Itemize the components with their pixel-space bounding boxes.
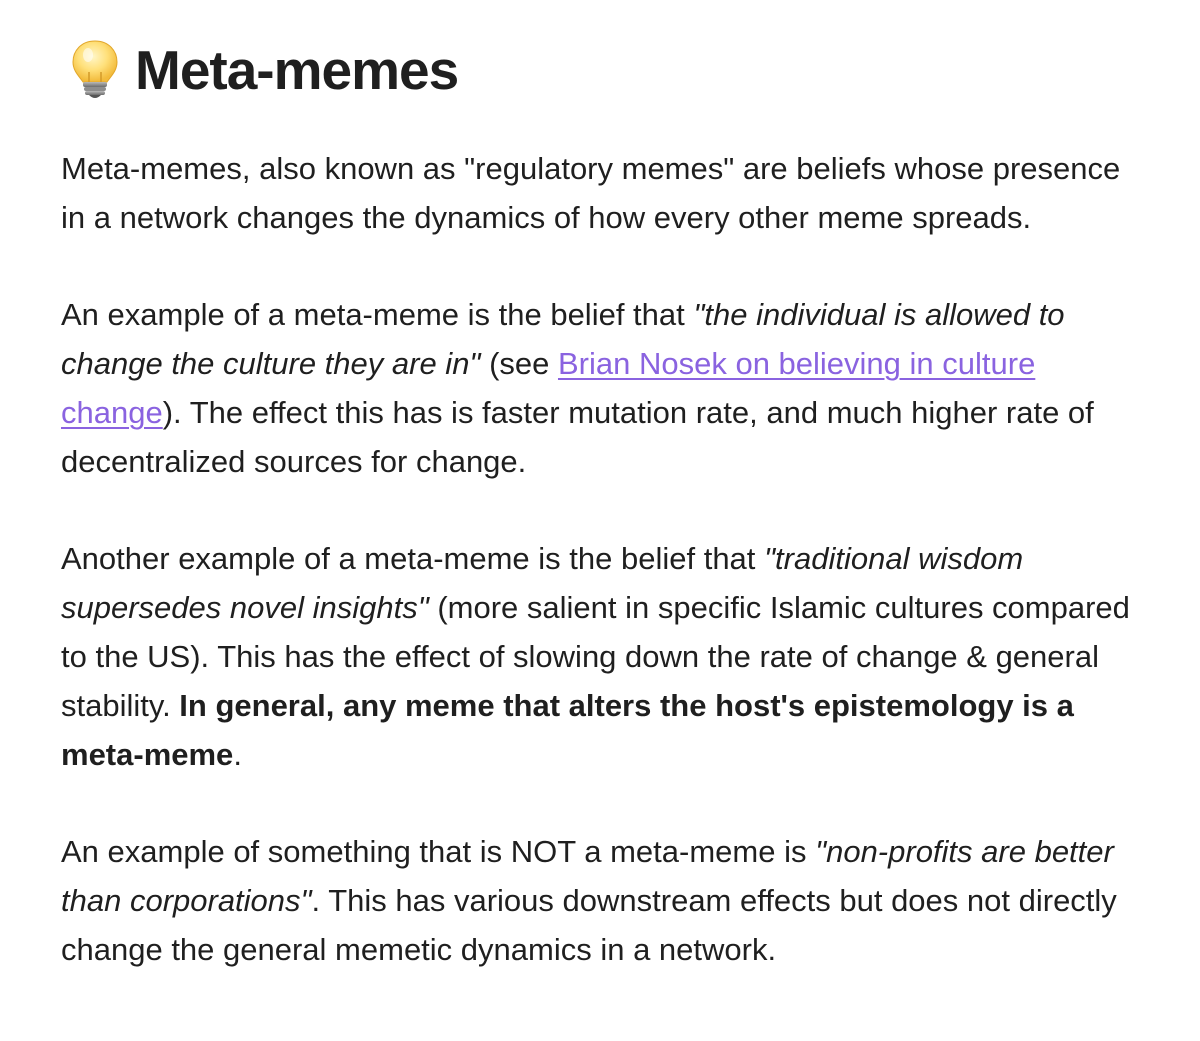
text-segment: . [233, 737, 242, 772]
text-segment: ). The effect this has is faster mutation rate, and much higher rate of decentralized sources for change. [61, 395, 1094, 479]
spacer [61, 486, 1148, 534]
paragraph-counterexample [61, 827, 1148, 974]
paragraph-definition: Meta-memes, also known as "regulatory memes" are beliefs whose presence in a network changes the dynamics of how every other meme spreads. [61, 151, 1121, 235]
text-segment: An example of a meta-meme is the belief that [61, 297, 694, 332]
brian-nosek-link[interactable]: Brian Nosek on believing in culture change [61, 346, 1036, 430]
paragraph-example-1 [61, 290, 1148, 486]
spacer [61, 242, 1148, 290]
italic-quote: "non-profits are better than corporations" [61, 834, 1114, 918]
text-segment: (see [480, 346, 558, 381]
italic-quote: "traditional wisdom supersedes novel insights" [61, 541, 1024, 625]
text-segment: (more salient in specific Islamic cultures compared to the US). This has the effect of slowing down the rate of change & general stability. [61, 590, 1130, 723]
paragraph-example-2 [61, 534, 1148, 779]
spacer [61, 779, 1148, 827]
text-segment: . This has various downstream effects but does not directly change the general memetic dynamics in a network. [61, 883, 1117, 967]
lightbulb-icon [67, 38, 123, 102]
text-segment: Another example of a meta-meme is the belief that [61, 541, 765, 576]
bold-statement: In general, any meme that alters the host's epistemology is a meta-meme [61, 688, 1074, 772]
italic-quote: "the individual is allowed to change the culture they are in" [61, 297, 1065, 381]
title-row [61, 30, 1148, 110]
text-segment: An example of something that is NOT a meta-meme is [61, 834, 816, 869]
page-title: Meta-memes [135, 38, 459, 101]
